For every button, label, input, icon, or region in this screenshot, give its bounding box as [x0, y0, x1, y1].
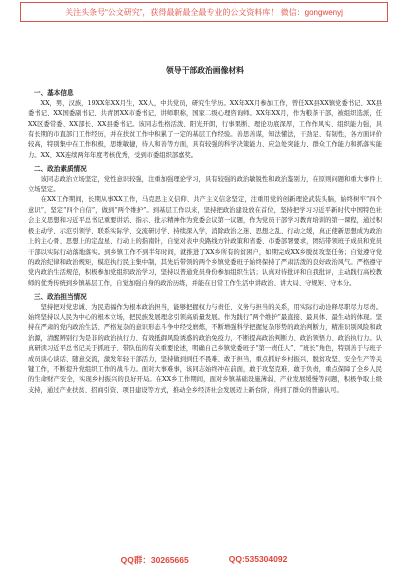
- section-political-quality: [28, 164, 382, 289]
- section-heading: 二、政治素质情况: [34, 165, 87, 174]
- promo-banner: 关注头条号“公文研究”，获得最新最全最专业的公文资料库！ 微信：gongwenyj: [20, 2, 388, 22]
- section-political-responsibility: [28, 292, 382, 396]
- paragraph: 在XX工作期间，长期从事XX工作，马克思主义信仰、共产主义信念坚定，注重用党的创新理论武装头脑，始终树牢“四个意识”，坚定“四个自信”，做到“两个维护”。到基层工作以来，坚持把政治建设放在首位，坚持把学习习近平新时代中国特色社会主义思想和习近平总书记重要讲话、指示、批示精神作为党委会议第一议题，作为党员干部学习教育培训的第一课程，通过积极主动学、示范引领学、联系实际学、交流研讨学、持续深入学，消除政治之迷、思想之乱、行动之缓，真正使新思想成为政治上的主心骨、思想上的定盘星、行动上的指南针，自觉对表中央路线方针政策和省委、市委部署要求，团结带领班子成员和党员干部以实际行动落地落实。到乡镇工作不到半年时间，就推进了XX乡所有的贫困户，如期完成XX乡脱贫攻坚任务；自觉遵守党的政治纪律和政治规矩，模范执行民主集中制，其先后带领的两个乡镇党委班子始终保持了严肃活泼的良好政治风气。严格遵守党内政治生活规范，积极参加党组织政治学习，坚持以普通党员身份参加组织生活；认真对待批评和自我批评，主动践行高校教师的优秀传统到乡镇基层工作，自觉加强自身的政治历练，并能在日常工作生活中讲政治、讲大局、守规矩、守本分。: [28, 196, 382, 287]
- paragraph: XX，男，汉族，19XX年XX月生，XX人，中共党员，研究生学历。XX年XX月参加工作，曾任XX县XX镇党委书记、XX县委书记、XX国委副书记、共青团XX市委书记，讲师职称，国家二级心理咨询师。XX年XX月，作为粮茶干部，被组织选派，任XX区委常委、XX部长、XX县委书记。该同志性格活泼、阳光开朗，行事果断、理论功底深厚，工作作风实、组织能力强，具有长期的市直部门工作经历，并在扶贫工作中积累了一定的基层工作经验。善思善谋，知法懂法，干劲足、有韧性，各方面评价较高，特别集中在工作积极，思维敏捷，待人和善等方面，具有较强的科学决策能力、应急处突能力、群众工作能力和抓落实能力。XX、XX连续两年年度考核优秀，受到市委组织部嘉奖。: [28, 99, 382, 159]
- document-title: 领导干部政治画像材料: [166, 66, 244, 75]
- footer-contact: [0, 554, 408, 566]
- qq-text: QQ:535304092: [228, 554, 288, 564]
- section-heading: 三、政治担当情况: [34, 293, 87, 302]
- section-basic-info: [28, 88, 382, 161]
- document-page: [28, 28, 382, 548]
- qq-group-text: QQ群：30265665: [120, 555, 189, 565]
- paragraph: 坚持把对党忠诚、为民造福作为根本政治担当，能够把握权力与责任、义务与担当的关系，用实际行动诠释尽职尽力尽责。始终坚持以人民为中心的根本立场，把民族发展理念引领高质量发展。作为践行“两个维护”最直接、最具体、最生动的体现。坚持在严肃的党内政治生活、严格复杂的意识形态斗争中经受磨炼，不断增强科学把握复杂形势的政治判断力，精准识别风险和政治源，清醒辨别行为是非的政治执行力、有效抵御风险诱惑的政治免疫力，不断提高政治判断力、政治领悟力、政治执行力。认真研读习近平总书记关于抓班子、带队伍的有关重要论述，明确自己乡镇党委班子“第一责任人”、“班长”角色，特别善于与班子成员谈心谈话、随意交流，激发年轻干部活力，坚持做到到任不畏难、敢于担当，重点抓好乡村振兴、脱贫攻坚、安全生产等关键工作，不断提升党组织工作的战斗力。面对大事难事，该同志始终冲在前面，敢于攻坚克难、敢于负责，重点保障了全乡人民的生命财产安全，实现乡村振兴的良好开局。在XX乡工作期间，面对乡镇基础设施薄弱、产业发展缓慢等问题，积极争取上级支持，通过产业扶贫、招商引资、项目建设等方式，推动全乡经济社会发展迈上新台阶，得到了群众的普遍认可。: [28, 303, 382, 394]
- paragraph: 该同志政治立场坚定，党性意识较强，注重加强理论学习，具有较强的政治敏锐性和政治鉴别力，在原则问题和重大事件上立场坚定。: [28, 175, 382, 194]
- section-heading: 一、基本信息: [34, 89, 74, 98]
